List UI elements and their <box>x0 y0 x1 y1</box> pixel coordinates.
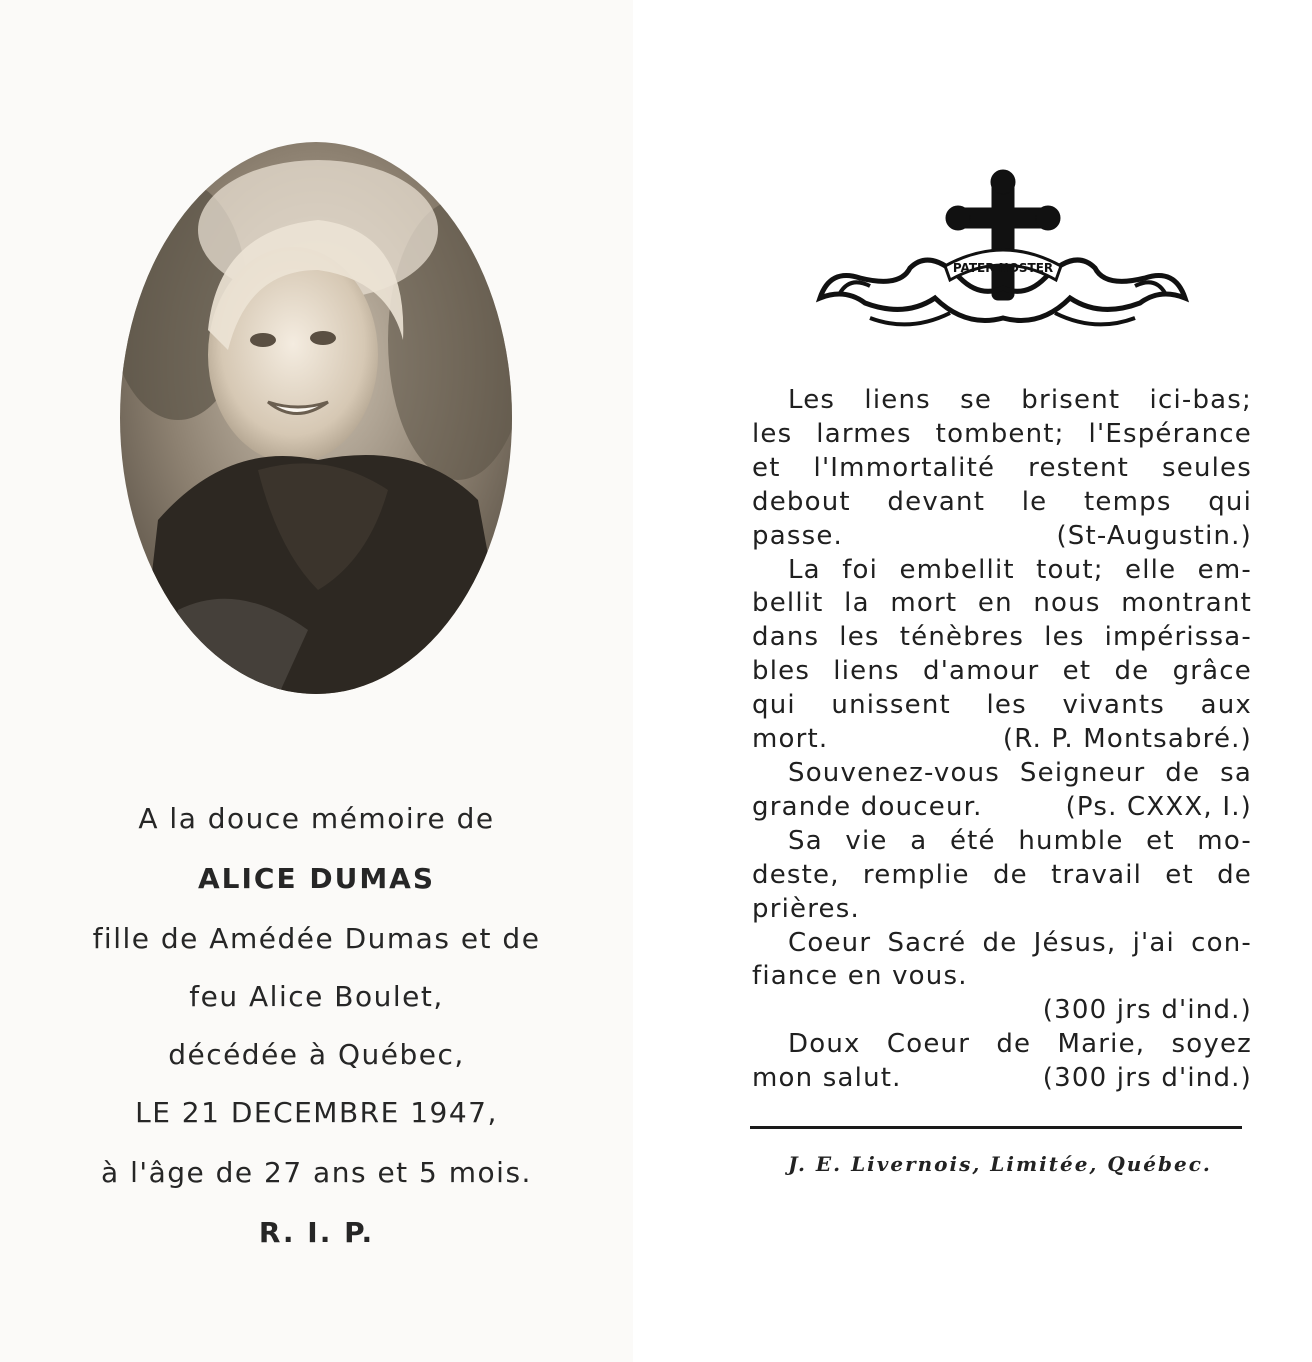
prayer-line-text: passe. <box>752 520 843 551</box>
prayer-line: deste, remplie de travail et de <box>752 859 1252 890</box>
prayer-line: Doux Coeur de Marie, soyez <box>788 1029 1252 1060</box>
prayer-line-text: mort. <box>752 724 829 755</box>
prayer-line-text: grande douceur. <box>752 791 983 822</box>
cross-icon <box>810 168 1195 338</box>
prayer-attribution: (Ps. CXXX, I.) <box>1065 791 1252 822</box>
prayer-line <box>752 791 1252 825</box>
prayer-line <box>752 520 1252 554</box>
prayer-text <box>752 384 1252 1096</box>
age-at-death: à l'âge de 27 ans et 5 mois. <box>101 1156 532 1189</box>
prayer-attribution: (300 jrs d'ind.) <box>1042 1063 1252 1094</box>
prayer-line: bellit la mort en nous montrant <box>752 588 1252 619</box>
prayer-line: debout devant le temps qui <box>752 486 1252 517</box>
rip: R. I. P. <box>258 1216 375 1249</box>
memorial-card-front <box>0 0 634 1362</box>
prayer-attribution: (R. P. Montsabré.) <box>1002 724 1252 755</box>
divider-rule <box>750 1126 1242 1129</box>
portrait-photo-image <box>118 140 514 696</box>
cross-emblem <box>810 168 1195 338</box>
memorial-dedication: A la douce mémoire de <box>138 802 495 835</box>
deceased-name: ALICE DUMAS <box>197 862 436 895</box>
prayer-line: bles liens d'amour et de grâce <box>752 656 1252 687</box>
prayer-line <box>752 1062 1252 1096</box>
prayer-attribution: (St-Augustin.) <box>1056 520 1252 551</box>
death-date: LE 21 DECEMBRE 1947, <box>135 1096 498 1129</box>
prayer-line: Souvenez-vous Seigneur de sa <box>788 757 1252 788</box>
prayer-line-text: prières. <box>752 893 860 924</box>
prayer-line-text: fiance en vous. <box>752 961 968 992</box>
prayer-line: Les liens se brisent ici-bas; <box>788 385 1252 415</box>
parents-line-1: fille de Amédée Dumas et de <box>92 922 541 955</box>
prayer-line <box>752 960 1252 994</box>
prayer-line: les larmes tombent; l'Espérance <box>752 418 1252 449</box>
portrait-photo <box>118 140 514 696</box>
prayer-attribution: (300 jrs d'ind.) <box>1042 995 1252 1026</box>
prayer-line: qui unissent les vivants aux <box>752 690 1252 721</box>
prayer-line <box>752 723 1252 757</box>
ribbon-text: PATER NOSTER <box>952 261 1054 275</box>
prayer-line-text: mon salut. <box>752 1063 902 1094</box>
prayer-line: dans les ténèbres les impérissa- <box>752 622 1252 653</box>
prayer-line: Sa vie a été humble et mo- <box>788 825 1252 856</box>
prayer-line: et l'Immortalité restent seules <box>752 452 1252 483</box>
printer-credit: J. E. Livernois, Limitée, Québec. <box>788 1152 1212 1176</box>
prayer-line: La foi embellit tout; elle em- <box>788 554 1252 585</box>
prayer-line <box>752 994 1252 1028</box>
prayer-line <box>752 893 1252 927</box>
parents-line-2: feu Alice Boulet, <box>189 980 444 1013</box>
death-place: décédée à Québec, <box>168 1038 465 1071</box>
prayer-line: Coeur Sacré de Jésus, j'ai con- <box>788 927 1252 958</box>
